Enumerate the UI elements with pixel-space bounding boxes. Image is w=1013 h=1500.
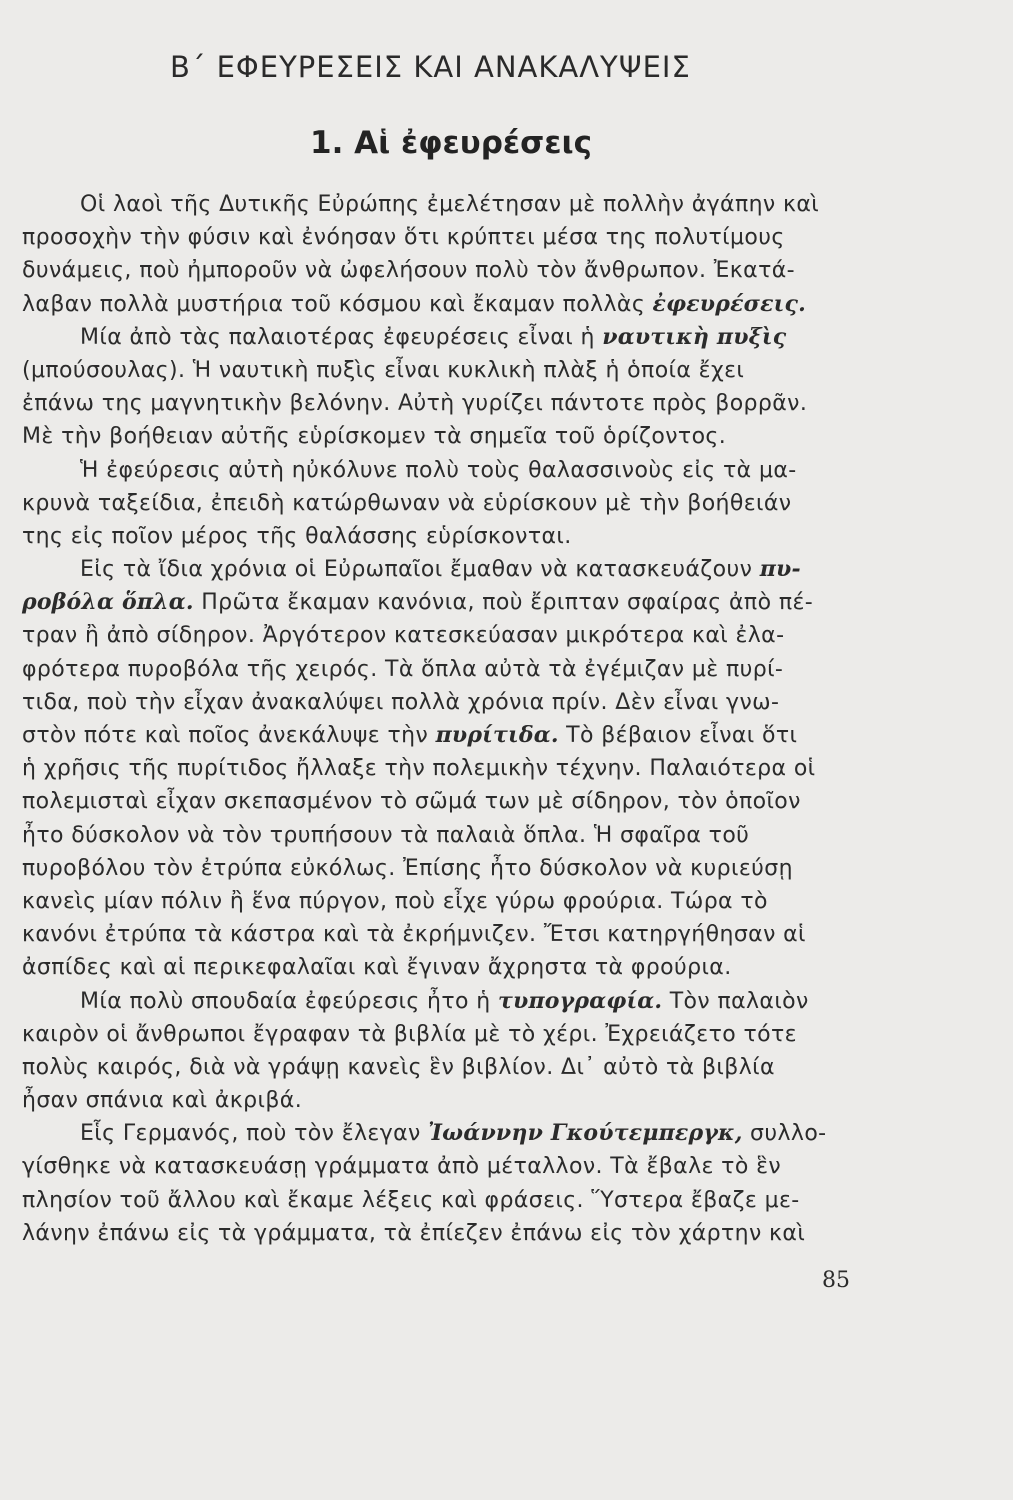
text-segment: κανεὶς μίαν πόλιν ἢ ἕνα πύργον, ποὺ εἶχε γύρω φρούρια. Τώρα τὸ <box>22 888 768 914</box>
chapter-title: 1. Αἱ ἐφευρέσεις <box>310 125 592 161</box>
text-segment: Ἡ ἐφεύρεσις αὐτὴ ηὐκόλυνε πολὺ τοὺς θαλασσινοὺς εἰς τὰ μα- <box>80 457 797 483</box>
emphasized-term: τυπογραφία. <box>498 987 663 1014</box>
text-segment: Πρῶτα ἔκαμαν κανόνια, ποὺ ἔριπταν σφαίρας ἀπὸ πέ- <box>193 590 814 616</box>
text-segment: ἦτο δύσκολον νὰ τὸν τρυπήσουν τὰ παλαιὰ ὅπλα. Ἡ σφαῖρα τοῦ <box>22 822 750 848</box>
text-segment: ἐπάνω της μαγνητικὴν βελόνην. Αὐτὴ γυρίζει πάντοτε πρὸς βορρᾶν. <box>22 391 808 417</box>
text-segment: καιρὸν οἱ ἄνθρωποι ἔγραφαν τὰ βιβλία μὲ τὸ χέρι. Ἐχρειάζετο τότε <box>22 1021 797 1047</box>
text-line <box>22 1084 857 1117</box>
text-line <box>22 951 857 984</box>
text-line <box>22 885 857 918</box>
text-segment: Εἰς τὰ ἴδια χρόνια οἱ Εὐρωπαῖοι ἔμαθαν νὰ κατασκευάζουν <box>80 557 760 583</box>
text-segment: στὸν πότε καὶ ποῖος ἀνεκάλυψε τὴν <box>22 723 436 748</box>
text-line <box>22 985 857 1018</box>
text-line <box>22 1184 857 1217</box>
text-line <box>22 487 857 520</box>
text-line <box>22 254 857 287</box>
text-segment: Μὲ τὴν βοήθειαν αὐτῆς εὑρίσκομεν τὰ σημεῖα τοῦ ὁρίζοντος. <box>22 424 727 450</box>
emphasized-term: Ἰωάννην Γκούτεμπεργκ, <box>428 1120 743 1147</box>
text-segment: πολεμισταὶ εἶχαν σκεπασμένον τὸ σῶμά των μὲ σίδηρον, τὸν ὁποῖον <box>22 789 801 815</box>
text-segment: Τὸ βέβαιον εἶναι ὅτι <box>558 723 798 748</box>
text-segment: (μπούσουλας). Ἡ ναυτικὴ πυξὶς εἶναι κυκλικὴ πλὰξ ἡ ὁποία ἔχει <box>22 357 745 383</box>
text-line <box>22 686 857 719</box>
text-segment: γίσθηκε νὰ κατασκευάσῃ γράμματα ἀπὸ μέταλλον. Τὰ ἔβαλε τὸ ἓν <box>22 1154 782 1180</box>
emphasized-term: ἐφευρέσεις. <box>652 290 806 317</box>
text-segment: πλησίον τοῦ ἄλλου καὶ ἔκαμε λέξεις καὶ φράσεις. Ὕστερα ἔβαζε με- <box>22 1187 800 1213</box>
text-segment: τραν ἢ ἀπὸ σίδηρον. Ἀργότερον κατεσκεύασαν μικρότερα καὶ ἐλα- <box>22 623 785 649</box>
emphasized-term: ναυτικὴ πυξὶς <box>602 323 787 350</box>
text-segment: κανόνι ἐτρύπα τὰ κάστρα καὶ τὰ ἐκρήμνιζεν. Ἔτσι κατηργήθησαν αἱ <box>22 922 806 948</box>
text-line <box>22 852 857 885</box>
text-segment: Τὸν παλαιὸν <box>662 988 809 1014</box>
text-line <box>22 354 857 387</box>
text-segment: ἦσαν σπάνια καὶ ἀκριβά. <box>22 1088 303 1114</box>
text-line <box>22 454 857 487</box>
text-line <box>22 188 857 221</box>
text-line <box>22 619 857 652</box>
text-line <box>22 819 857 852</box>
text-line <box>22 1217 857 1250</box>
text-segment: κρυνὰ ταξείδια, ἐπειδὴ κατώρθωναν νὰ εὑρίσκουν μὲ τὴν βοήθειάν <box>22 490 792 516</box>
text-line <box>22 520 857 553</box>
text-segment: προσοχὴν τὴν φύσιν καὶ ἐνόησαν ὅτι κρύπτει μέσα της πολυτίμους <box>22 225 785 251</box>
section-title: Β΄ ΕΦΕΥΡΕΣΕΙΣ ΚΑΙ ΑΝΑΚΑΛΥΨΕΙΣ <box>170 50 691 84</box>
text-segment: Μία ἀπὸ τὰς παλαιοτέρας ἐφευρέσεις εἶναι ἡ <box>80 324 603 350</box>
text-line <box>22 321 857 354</box>
body-text <box>22 188 857 1250</box>
emphasized-term: πυρίτιδα. <box>435 722 559 748</box>
page-number: 85 <box>822 1268 850 1293</box>
text-segment: της εἰς ποῖον μέρος τῆς θαλάσσης εὑρίσκονται. <box>22 523 572 549</box>
text-segment: Μία πολὺ σπουδαία ἐφεύρεσις ἦτο ἡ <box>80 988 499 1014</box>
text-line <box>22 653 857 686</box>
text-line <box>22 586 857 619</box>
text-line <box>22 1051 857 1084</box>
text-segment: τιδα, ποὺ τὴν εἶχαν ἀνακαλύψει πολλὰ χρόνια πρίν. Δὲν εἶναι γνω- <box>22 689 780 715</box>
text-line <box>22 221 857 254</box>
text-segment: λάνην ἐπάνω εἰς τὰ γράμματα, τὰ ἐπίεζεν ἐπάνω εἰς τὸν χάρτην καὶ <box>22 1220 806 1246</box>
text-segment: Οἱ λαοὶ τῆς Δυτικῆς Εὐρώπης ἐμελέτησαν μὲ πολλὴν ἀγάπην καὶ <box>80 192 820 217</box>
text-segment: πολὺς καιρός, διὰ νὰ γράψῃ κανεὶς ἓν βιβλίον. Δι᾽ αὐτὸ τὰ βιβλία <box>22 1054 775 1080</box>
text-line <box>22 387 857 420</box>
text-segment: δυνάμεις, ποὺ ἠμποροῦν νὰ ὠφελήσουν πολὺ τὸν ἄνθρωπον. Ἐκατά- <box>22 258 795 284</box>
text-line <box>22 288 857 321</box>
text-segment: Εἷς Γερμανός, ποὺ τὸν ἔλεγαν <box>80 1121 429 1147</box>
text-line <box>22 719 857 752</box>
text-line <box>22 785 857 818</box>
text-segment: συλλο- <box>742 1121 827 1147</box>
text-line <box>22 1018 857 1051</box>
text-line <box>22 553 857 586</box>
emphasized-term: πυ- <box>759 556 801 583</box>
emphasized-term: ροβόλα ὅπλα. <box>22 589 194 616</box>
text-line <box>22 420 857 453</box>
text-segment: φρότερα πυροβόλα τῆς χειρός. Τὰ ὅπλα αὐτὰ τὰ ἐγέμιζαν μὲ πυρί- <box>22 656 784 682</box>
text-segment: λαβαν πολλὰ μυστήρια τοῦ κόσμου καὶ ἔκαμαν πολλὰς <box>22 291 653 317</box>
text-segment: ἀσπίδες καὶ αἱ περικεφαλαῖαι καὶ ἔγιναν ἄχρηστα τὰ φρούρια. <box>22 955 732 981</box>
text-segment: πυροβόλου τὸν ἐτρύπα εὐκόλως. Ἐπίσης ἦτο δύσκολον νὰ κυριεύσῃ <box>22 855 793 881</box>
text-line <box>22 1117 857 1150</box>
text-line <box>22 752 857 785</box>
text-line <box>22 918 857 951</box>
text-line <box>22 1150 857 1183</box>
text-segment: ἡ χρῆσις τῆς πυρίτιδος ἤλλαξε τὴν πολεμικὴν τέχνην. Παλαιότερα οἱ <box>22 756 816 782</box>
